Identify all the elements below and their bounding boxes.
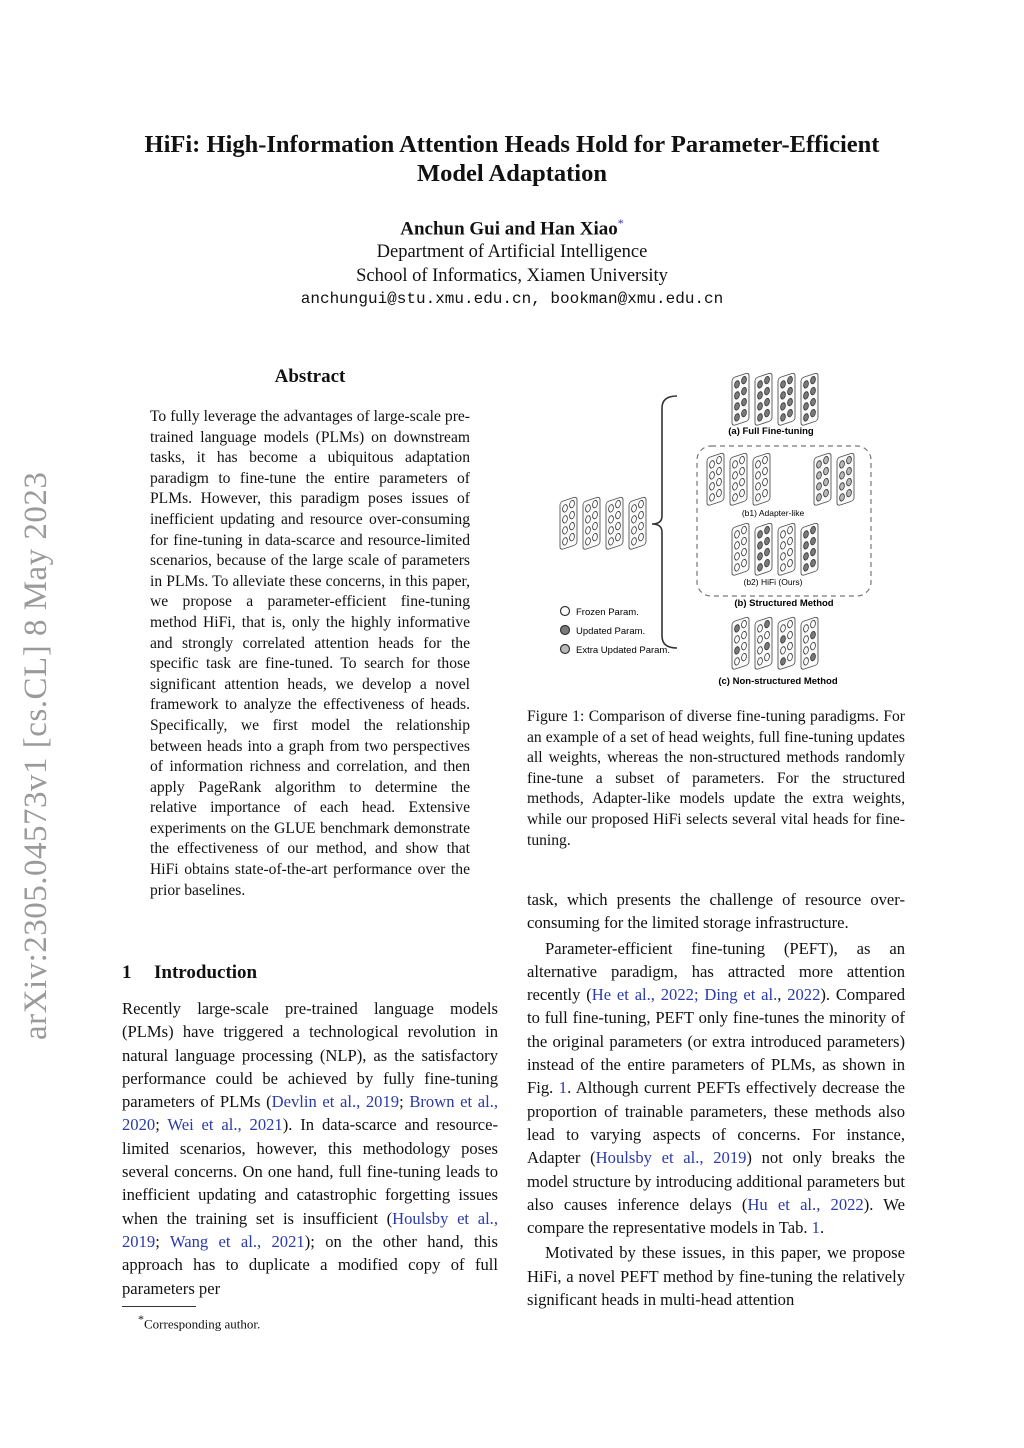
legend-updated-label: Updated Param. [576,626,646,637]
author-emails: anchungui@stu.xmu.edu.cn, bookman@xmu.edu.cn [300,290,724,309]
abstract-body: To fully leverage the advantages of large-scale pre-trained language models (PLMs) on downstream tasks, it has become a ubiquitous adaptation paradigm to fine-tune the entire parameters of PLMs. However, this paradigm poses issues of inefficient updating and resource over-consuming for fine-tuning in data-scarce and resource-limited scenarios, because of the large scale of parameters in PLMs. To alleviate these concerns, in this paper, we propose a parameter-efficient fine-tuning method HiFi, that is, only the highly informative and strongly correlated attention heads for the specific task are fine-tuned. To search for those significant attention heads, we develop a novel framework to analyze the effectiveness of heads. Specifically, we first model the relationship between heads into a graph from two perspectives of information richness and correlation, and then apply PageRank algorithm to determine the relative importance of each head. Extensive experiments on the GLUE benchmark demonstrate the effectiveness of our method, and show that HiFi obtains state-of-the-art performance over the prior baselines. [150,408,470,899]
introduction-paragraph [122,997,498,1300]
title-block [0,130,1024,308]
citation-link[interactable]: 2022 [787,985,821,1005]
head-weight-card [801,522,818,576]
citation-link[interactable]: Devlin et al., 2019 [271,1092,400,1112]
head-weight-card [778,522,795,576]
affiliation-dept: Department of Artificial Intelligence [376,242,648,263]
legend-frozen-label: Frozen Param. [576,607,639,618]
intro-separator: ; [155,1115,168,1135]
label-full-finetuning: (a) Full Fine-tuning [728,426,814,437]
citation-link[interactable]: Wang et al., 2021 [169,1231,305,1251]
label-adapter-like: (b1) Adapter-like [741,508,805,518]
section-number: 1 [122,962,132,983]
citation-link[interactable]: Hu et al., 2022 [747,1194,864,1214]
legend-extra-label: Extra Updated Param. [576,645,670,656]
intro-text-3: ); on the other hand, this approach has to duplicate a modified copy of full parameters per [122,1231,498,1298]
citation-link[interactable]: Wei et al., 2021 [167,1115,283,1135]
head-weight-card [755,616,772,670]
head-weight-card [753,452,770,506]
text-run: Parameter-efficient fine-tuning (PEFT), as an alternative paradigm, has attracted more attention recently ( [527,938,905,1005]
legend-updated-swatch [561,626,570,635]
head-weight-card [606,496,623,550]
abstract-heading: Abstract [274,366,346,387]
citation-link[interactable]: He et al., 2022; Ding et al. [591,985,778,1005]
head-weight-card [837,452,854,506]
paragraph [527,937,905,1240]
figure-caption: Figure 1: Comparison of diverse fine-tuning paradigms. For an example of a set of head weights, full fine-tuning updates all weights, whereas the non-structured methods randomly fine-tune a subset of parameters. For the structured methods, Adapter-like models update the extra weights, while our proposed HiFi selects several vital heads for fine-tuning. [527,708,905,849]
intro-text-2: ). In data-scarce and resource-limited scenarios, however, this methodology poses several concerns. On one hand, full fine-tuning leads to inefficient updating and catastrophic forgetting issues when the training set is insufficient ( [122,1115,498,1228]
figure-diagram [552,366,882,696]
head-weight-card [814,452,831,506]
footnote-text: Corresponding author. [144,1316,261,1332]
paragraph: Motivated by these issues, in this paper, we propose HiFi, a novel PEFT method by fine-tuning the relatively significant heads in multi-head attention [527,1243,905,1310]
head-weight-card [583,496,600,550]
paper-title: HiFi: High-Information Attention Heads Hold for Parameter-Efficient Model Adaptation [144,131,880,187]
paragraph: task, which presents the challenge of resource over-consuming for the limited storage infrastructure. [527,890,905,933]
intro-text-1: Recently large-scale pre-trained language models (PLMs) have triggered a technological revolution in natural language processing (NLP), as the satisfactory performance could be achieved by fully fine-tuning parameters of PLMs ( [122,999,498,1112]
author-names: Anchun Gui and Han Xiao [400,218,618,240]
right-column-text [527,888,905,1311]
table-ref-link[interactable]: 1 [811,1218,820,1238]
head-weight-card [730,452,747,506]
label-hifi: (b2) HiFi (Ours) [743,577,803,587]
bracket [652,396,677,648]
label-structured-method: (b) Structured Method [734,598,834,609]
head-weight-card [629,496,646,550]
head-weight-card [732,616,749,670]
head-weight-card [801,616,818,670]
head-weight-card [707,452,724,506]
figure-1 [552,366,882,696]
text-run: ). We compare the representative models in Tab. [527,1194,905,1238]
section-title: Introduction [154,962,258,983]
intro-separator: ; [399,1092,410,1112]
head-weight-card [778,616,795,670]
head-weight-card [755,522,772,576]
citation-link[interactable]: Houlsby et al., 2019 [595,1148,747,1168]
head-weight-card [732,372,749,426]
legend-frozen-swatch [561,607,570,616]
legend-extra-swatch [561,645,570,654]
text-run: . Although current PEFTs effectively decrease the proportion of trainable parameters, these methods also lead to varying aspects of concerns. For instance, Adapter ( [527,1078,905,1168]
text-run: ). Compared to full fine-tuning, PEFT only fine-tunes the minority of the original parameters (or extra introduced parameters) instead of the entire parameters of PLMs, as shown in Fig. [527,985,905,1098]
label-non-structured-method: (c) Non-structured Method [718,676,838,687]
footnote-mark: * [138,1312,144,1326]
section-heading-introduction [122,962,257,984]
text-run: ) not only breaks the model structure by introducing additional parameters but also causes inference delays ( [527,1148,905,1214]
authors [0,216,1024,240]
head-weight-card [755,372,772,426]
head-weight-card [801,372,818,426]
head-weight-card [778,372,795,426]
head-weight-card [732,522,749,576]
arxiv-stamp: arXiv:2305.04573v1 [cs.CL] 8 May 2023 [18,471,54,1040]
text-run: . [819,1218,825,1238]
footnote-rule [122,1306,196,1307]
citation-link[interactable]: Houlsby et al., 2019 [122,1208,498,1251]
figure-ref-link[interactable]: 1 [558,1078,568,1098]
intro-separator: ; [155,1231,170,1251]
corresponding-mark: * [617,216,624,230]
footnote [138,1312,260,1332]
citation-link[interactable]: Brown et al., 2020 [122,1092,499,1135]
affiliation-school: School of Informatics, Xiamen University [356,266,668,287]
head-weight-card [560,496,577,550]
text-run: , [777,985,788,1005]
figure-legend [561,607,671,657]
